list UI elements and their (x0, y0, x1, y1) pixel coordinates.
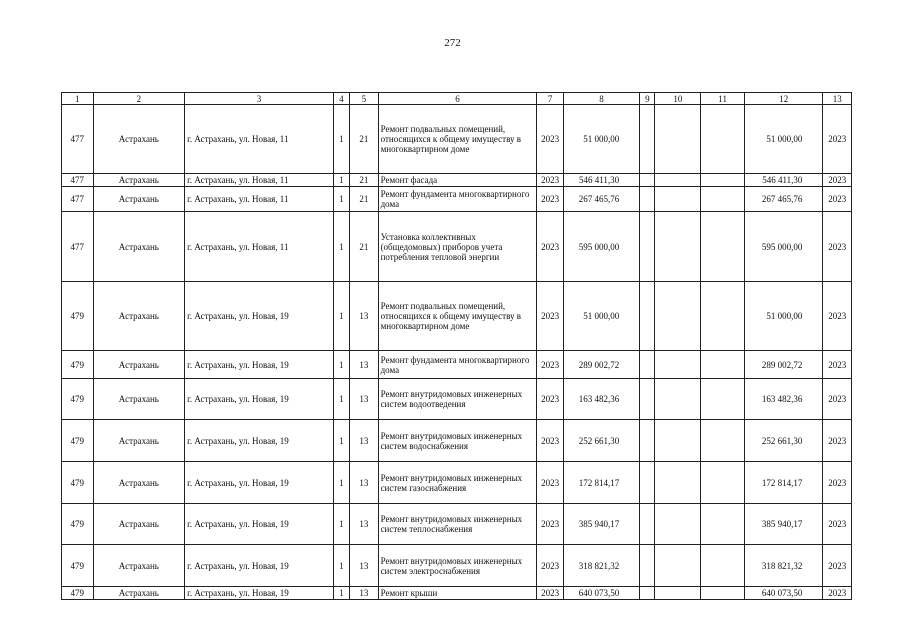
amount-cell: 385 940,17 (563, 504, 639, 545)
header-row (62, 93, 852, 105)
end-year-cell: 2023 (823, 462, 852, 504)
amount-cell: 163 482,36 (563, 379, 639, 420)
year-cell: 2023 (537, 187, 563, 212)
table-row (62, 504, 852, 545)
end-year-cell: 2023 (823, 105, 852, 174)
col-11-cell (701, 105, 745, 174)
row-number-cell: 477 (62, 174, 94, 187)
city-cell: Астрахань (93, 462, 185, 504)
row-number-cell: 479 (62, 587, 94, 600)
col-10-cell (655, 545, 701, 587)
col-10-cell (655, 504, 701, 545)
col-5-cell: 21 (350, 212, 379, 282)
table-row (62, 545, 852, 587)
total-cell: 172 814,17 (745, 462, 823, 504)
page-number: 272 (444, 37, 461, 49)
col-11-cell (701, 282, 745, 351)
col-5-cell: 21 (350, 187, 379, 212)
col-4-cell: 1 (333, 282, 349, 351)
col-4-cell: 1 (333, 379, 349, 420)
col-5-cell: 13 (350, 545, 379, 587)
column-header: 2 (93, 93, 185, 105)
col-9-cell (640, 105, 655, 174)
col-9-cell (640, 187, 655, 212)
total-cell: 640 073,50 (745, 587, 823, 600)
column-header: 11 (701, 93, 745, 105)
year-cell: 2023 (537, 379, 563, 420)
row-number-cell: 479 (62, 379, 94, 420)
end-year-cell: 2023 (823, 587, 852, 600)
row-number-cell: 479 (62, 282, 94, 351)
address-cell: г. Астрахань, ул. Новая, 19 (185, 545, 334, 587)
work-type-cell: Ремонт фасада (378, 174, 537, 187)
row-number-cell: 479 (62, 504, 94, 545)
col-11-cell (701, 420, 745, 462)
col-10-cell (655, 282, 701, 351)
col-10-cell (655, 187, 701, 212)
table-row (62, 212, 852, 282)
row-number-cell: 479 (62, 545, 94, 587)
table-row (62, 587, 852, 600)
address-cell: г. Астрахань, ул. Новая, 19 (185, 379, 334, 420)
col-4-cell: 1 (333, 587, 349, 600)
col-9-cell (640, 420, 655, 462)
column-header: 1 (62, 93, 94, 105)
column-header: 8 (563, 93, 639, 105)
col-9-cell (640, 351, 655, 379)
table-row (62, 420, 852, 462)
city-cell: Астрахань (93, 545, 185, 587)
year-cell: 2023 (537, 504, 563, 545)
col-5-cell: 13 (350, 462, 379, 504)
address-cell: г. Астрахань, ул. Новая, 11 (185, 187, 334, 212)
work-type-cell: Ремонт крыши (378, 587, 537, 600)
city-cell: Астрахань (93, 187, 185, 212)
col-5-cell: 13 (350, 587, 379, 600)
work-type-cell: Ремонт подвальных помещений, относящихся к общему имуществу в многоквартирном доме (378, 105, 537, 174)
city-cell: Астрахань (93, 587, 185, 600)
amount-cell: 267 465,76 (563, 187, 639, 212)
capital-repair-table (61, 92, 852, 600)
year-cell: 2023 (537, 282, 563, 351)
column-header: 3 (185, 93, 334, 105)
col-5-cell: 13 (350, 420, 379, 462)
col-9-cell (640, 545, 655, 587)
work-type-cell: Ремонт внутридомовых инженерных систем электроснабжения (378, 545, 537, 587)
work-type-cell: Ремонт фундамента многоквартирного дома (378, 351, 537, 379)
col-9-cell (640, 504, 655, 545)
end-year-cell: 2023 (823, 212, 852, 282)
address-cell: г. Астрахань, ул. Новая, 19 (185, 282, 334, 351)
col-5-cell: 13 (350, 282, 379, 351)
address-cell: г. Астрахань, ул. Новая, 19 (185, 462, 334, 504)
column-header: 10 (655, 93, 701, 105)
row-number-cell: 479 (62, 462, 94, 504)
col-4-cell: 1 (333, 504, 349, 545)
city-cell: Астрахань (93, 379, 185, 420)
total-cell: 51 000,00 (745, 282, 823, 351)
table-row (62, 351, 852, 379)
col-11-cell (701, 212, 745, 282)
work-type-cell: Ремонт внутридомовых инженерных систем теплоснабжения (378, 504, 537, 545)
amount-cell: 546 411,30 (563, 174, 639, 187)
col-10-cell (655, 379, 701, 420)
col-11-cell (701, 351, 745, 379)
city-cell: Астрахань (93, 420, 185, 462)
amount-cell: 318 821,32 (563, 545, 639, 587)
address-cell: г. Астрахань, ул. Новая, 19 (185, 587, 334, 600)
col-4-cell: 1 (333, 420, 349, 462)
total-cell: 252 661,30 (745, 420, 823, 462)
work-type-cell: Установка коллективных (общедомовых) приборов учета потребления тепловой энергии (378, 212, 537, 282)
table-row (62, 379, 852, 420)
col-4-cell: 1 (333, 212, 349, 282)
row-number-cell: 477 (62, 212, 94, 282)
col-9-cell (640, 174, 655, 187)
city-cell: Астрахань (93, 105, 185, 174)
year-cell: 2023 (537, 174, 563, 187)
year-cell: 2023 (537, 105, 563, 174)
row-number-cell: 477 (62, 187, 94, 212)
col-9-cell (640, 379, 655, 420)
year-cell: 2023 (537, 462, 563, 504)
column-header: 6 (378, 93, 537, 105)
year-cell: 2023 (537, 212, 563, 282)
col-11-cell (701, 174, 745, 187)
work-type-cell: Ремонт внутридомовых инженерных систем газоснабжения (378, 462, 537, 504)
total-cell: 289 002,72 (745, 351, 823, 379)
table-row (62, 187, 852, 212)
year-cell: 2023 (537, 351, 563, 379)
column-header: 4 (333, 93, 349, 105)
col-10-cell (655, 587, 701, 600)
city-cell: Астрахань (93, 212, 185, 282)
column-header: 13 (823, 93, 852, 105)
end-year-cell: 2023 (823, 174, 852, 187)
col-9-cell (640, 212, 655, 282)
row-number-cell: 477 (62, 105, 94, 174)
work-type-cell: Ремонт внутридомовых инженерных систем водоотведения (378, 379, 537, 420)
work-type-cell: Ремонт внутридомовых инженерных систем водоснабжения (378, 420, 537, 462)
table-row (62, 462, 852, 504)
amount-cell: 595 000,00 (563, 212, 639, 282)
col-4-cell: 1 (333, 174, 349, 187)
table-row (62, 174, 852, 187)
end-year-cell: 2023 (823, 351, 852, 379)
end-year-cell: 2023 (823, 379, 852, 420)
work-type-cell: Ремонт подвальных помещений, относящихся к общему имуществу в многоквартирном доме (378, 282, 537, 351)
col-9-cell (640, 462, 655, 504)
col-10-cell (655, 351, 701, 379)
total-cell: 595 000,00 (745, 212, 823, 282)
col-4-cell: 1 (333, 545, 349, 587)
address-cell: г. Астрахань, ул. Новая, 11 (185, 174, 334, 187)
city-cell: Астрахань (93, 504, 185, 545)
address-cell: г. Астрахань, ул. Новая, 11 (185, 105, 334, 174)
col-4-cell: 1 (333, 351, 349, 379)
year-cell: 2023 (537, 545, 563, 587)
address-cell: г. Астрахань, ул. Новая, 11 (185, 212, 334, 282)
total-cell: 267 465,76 (745, 187, 823, 212)
table-row (62, 105, 852, 174)
amount-cell: 640 073,50 (563, 587, 639, 600)
city-cell: Астрахань (93, 351, 185, 379)
col-4-cell: 1 (333, 187, 349, 212)
col-5-cell: 13 (350, 379, 379, 420)
total-cell: 546 411,30 (745, 174, 823, 187)
end-year-cell: 2023 (823, 545, 852, 587)
col-11-cell (701, 379, 745, 420)
city-cell: Астрахань (93, 174, 185, 187)
total-cell: 51 000,00 (745, 105, 823, 174)
total-cell: 163 482,36 (745, 379, 823, 420)
col-5-cell: 21 (350, 174, 379, 187)
column-header: 9 (640, 93, 655, 105)
col-11-cell (701, 462, 745, 504)
col-10-cell (655, 420, 701, 462)
year-cell: 2023 (537, 420, 563, 462)
amount-cell: 252 661,30 (563, 420, 639, 462)
address-cell: г. Астрахань, ул. Новая, 19 (185, 420, 334, 462)
col-11-cell (701, 587, 745, 600)
col-5-cell: 13 (350, 504, 379, 545)
amount-cell: 172 814,17 (563, 462, 639, 504)
year-cell: 2023 (537, 587, 563, 600)
column-header: 12 (745, 93, 823, 105)
address-cell: г. Астрахань, ул. Новая, 19 (185, 351, 334, 379)
address-cell: г. Астрахань, ул. Новая, 19 (185, 504, 334, 545)
table-row (62, 282, 852, 351)
col-11-cell (701, 504, 745, 545)
col-10-cell (655, 174, 701, 187)
total-cell: 318 821,32 (745, 545, 823, 587)
column-header: 7 (537, 93, 563, 105)
end-year-cell: 2023 (823, 282, 852, 351)
total-cell: 385 940,17 (745, 504, 823, 545)
col-5-cell: 13 (350, 351, 379, 379)
work-type-cell: Ремонт фундамента многоквартирного дома (378, 187, 537, 212)
row-number-cell: 479 (62, 420, 94, 462)
end-year-cell: 2023 (823, 504, 852, 545)
amount-cell: 289 002,72 (563, 351, 639, 379)
col-4-cell: 1 (333, 462, 349, 504)
row-number-cell: 479 (62, 351, 94, 379)
col-10-cell (655, 105, 701, 174)
col-5-cell: 21 (350, 105, 379, 174)
col-11-cell (701, 545, 745, 587)
col-11-cell (701, 187, 745, 212)
column-header: 5 (350, 93, 379, 105)
col-10-cell (655, 212, 701, 282)
col-9-cell (640, 282, 655, 351)
city-cell: Астрахань (93, 282, 185, 351)
col-9-cell (640, 587, 655, 600)
end-year-cell: 2023 (823, 420, 852, 462)
col-10-cell (655, 462, 701, 504)
amount-cell: 51 000,00 (563, 105, 639, 174)
col-4-cell: 1 (333, 105, 349, 174)
amount-cell: 51 000,00 (563, 282, 639, 351)
end-year-cell: 2023 (823, 187, 852, 212)
